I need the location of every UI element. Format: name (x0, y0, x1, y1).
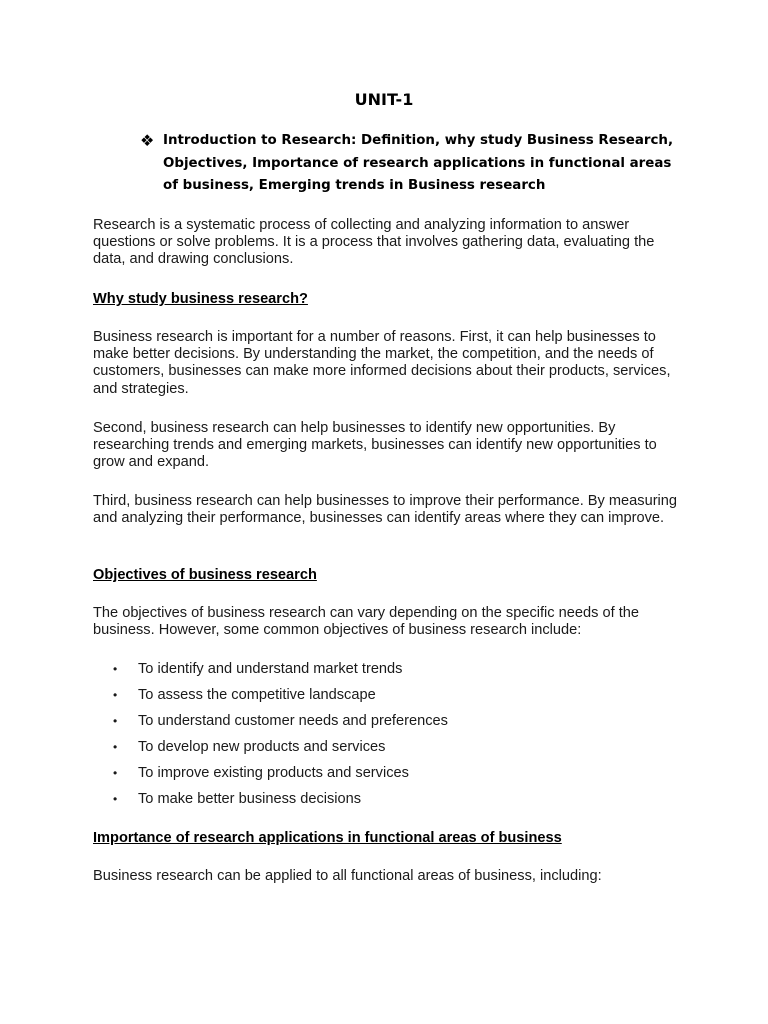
bullet-icon: • (113, 792, 118, 806)
list-item-text: To identify and understand market trends (138, 661, 403, 677)
list-item (113, 790, 448, 816)
why-study-paragraph-3: Third, business research can help businesses to improve their performance. By measuring and analyzing their performance, businesses can identify areas where they can improve. (93, 493, 678, 527)
list-item-text: To develop new products and services (138, 739, 386, 755)
bullet-icon: • (113, 766, 118, 780)
bullet-icon: • (113, 688, 118, 702)
bullet-icon: • (113, 740, 118, 754)
bullet-icon: • (113, 714, 118, 728)
list-item-text: To assess the competitive landscape (138, 687, 376, 703)
objectives-paragraph: The objectives of business research can vary depending on the specific needs of the business. However, some common objectives of business research include: (93, 605, 639, 639)
list-item-text: To understand customer needs and preferences (138, 713, 448, 729)
list-item (113, 738, 448, 764)
list-item-text: To make better business decisions (138, 791, 362, 807)
bullet-icon: • (113, 662, 118, 676)
why-study-paragraph-1: Business research is important for a number of reasons. First, it can help businesses to make better decisions. By understanding the market, the competition, and the needs of customers, businesses can make more informed decisions about their products, services, and strategies. (93, 329, 671, 397)
unit-title: UNIT-1 (354, 90, 414, 109)
importance-heading: Importance of research applications in functional areas of business (93, 830, 562, 846)
why-study-paragraph-2: Second, business research can help businesses to identify new opportunities. By researching trends and emerging markets, businesses can identify new opportunities to grow and expand. (93, 420, 657, 471)
intro-paragraph: Research is a systematic process of collecting and analyzing information to answer questions or solve problems. It is a process that involves gathering data, evaluating the data, and drawing conclusions. (93, 217, 655, 268)
list-item (113, 712, 448, 738)
list-item-text: To improve existing products and services (138, 765, 409, 781)
diamond-bullet-icon: ❖ (140, 131, 155, 150)
objectives-list (113, 660, 448, 816)
topic-heading: Introduction to Research: Definition, why study Business Research, Objectives, Importance of research applications in functional areas of business, Emerging trends in Business research (163, 133, 674, 193)
why-study-heading: Why study business research? (93, 291, 308, 307)
list-item (113, 660, 448, 686)
objectives-heading: Objectives of business research (93, 567, 317, 583)
list-item (113, 764, 448, 790)
list-item (113, 686, 448, 712)
importance-paragraph: Business research can be applied to all functional areas of business, including: (93, 868, 602, 884)
